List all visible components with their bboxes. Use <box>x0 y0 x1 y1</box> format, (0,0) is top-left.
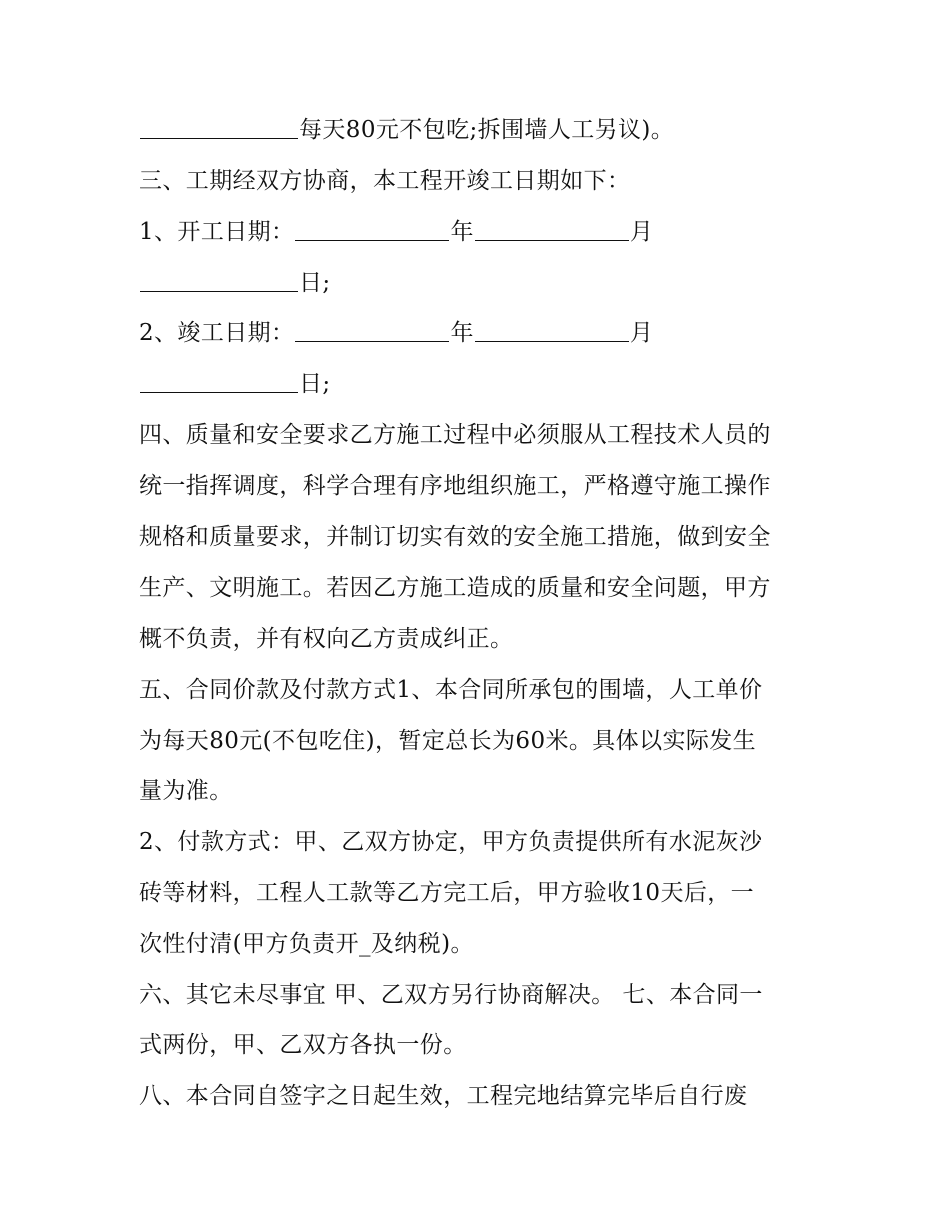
line-text: 八、本合同自签字之日起生效，工程完地结算完毕后自行废 <box>139 1083 748 1109</box>
day-label: 日; <box>299 270 331 296</box>
line-text: 砖等材料，工程人工款等乙方完工后，甲方验收10天后，一 <box>139 880 755 906</box>
text-line <box>139 111 819 149</box>
start-year-blank[interactable] <box>295 239 449 241</box>
text-line <box>139 874 819 912</box>
end-day-blank[interactable] <box>140 391 298 393</box>
text-line <box>139 722 819 760</box>
line-text: 为每天80元(不包吃住)，暂定总长为60米。具体以实际发生 <box>139 728 757 754</box>
line-text: 六、其它未尽事宜 甲、乙双方另行协商解决。 七、本合同一 <box>139 982 763 1008</box>
text-line <box>139 416 819 454</box>
end-month-blank[interactable] <box>475 340 629 342</box>
text-line <box>139 925 819 963</box>
line-text: 量为准。 <box>139 778 233 804</box>
year-label: 年 <box>450 219 474 245</box>
line-text: 次性付清(甲方负责开_及纳税)。 <box>139 931 474 957</box>
start-date-line <box>139 213 819 251</box>
line-text: 五、合同价款及付款方式1、本合同所承包的围墙，人工单价 <box>139 677 763 703</box>
month-label: 月 <box>629 219 654 245</box>
text-line <box>139 620 819 658</box>
line-text: 生产、文明施工。若因乙方施工造成的质量和安全问题，甲方 <box>139 575 771 601</box>
text-line <box>139 823 819 861</box>
text-line <box>139 772 819 810</box>
end-date-day-line <box>139 365 819 403</box>
text-line <box>139 518 819 556</box>
text-line <box>139 467 819 505</box>
line-text: 式两份，甲、乙双方各执一份。 <box>139 1032 467 1058</box>
start-day-blank[interactable] <box>140 290 298 292</box>
year-label: 年 <box>450 320 474 346</box>
line-text: 2、付款方式：甲、乙双方协定，甲方负责提供所有水泥灰沙 <box>139 829 763 855</box>
month-label: 月 <box>629 320 654 346</box>
text-line <box>139 1026 819 1064</box>
line-text: 概不负责，并有权向乙方责成纠正。 <box>139 626 514 652</box>
end-year-blank[interactable] <box>295 340 449 342</box>
text-line <box>139 671 819 709</box>
end-date-label: 2、竣工日期： <box>139 320 295 346</box>
start-month-blank[interactable] <box>475 239 629 241</box>
line-text: 每天80元不包吃;拆围墙人工另议)。 <box>299 117 675 143</box>
text-line <box>139 976 819 1014</box>
start-date-label: 1、开工日期： <box>139 219 295 245</box>
text-line <box>139 1077 819 1115</box>
line-text: 规格和质量要求，并制订切实有效的安全施工措施，做到安全 <box>139 524 771 550</box>
end-date-line <box>139 314 819 352</box>
day-label: 日; <box>299 371 331 397</box>
line-text: 统一指挥调度，科学合理有序地组织施工，严格遵守施工操作 <box>139 473 771 499</box>
line-text: 三、工期经双方协商，本工程开竣工日期如下： <box>139 168 631 194</box>
text-line <box>139 569 819 607</box>
fill-in-blank[interactable] <box>140 137 298 139</box>
line-text: 四、质量和安全要求乙方施工过程中必须服从工程技术人员的 <box>139 422 771 448</box>
section-heading-schedule <box>139 162 819 200</box>
start-date-day-line <box>139 264 819 302</box>
